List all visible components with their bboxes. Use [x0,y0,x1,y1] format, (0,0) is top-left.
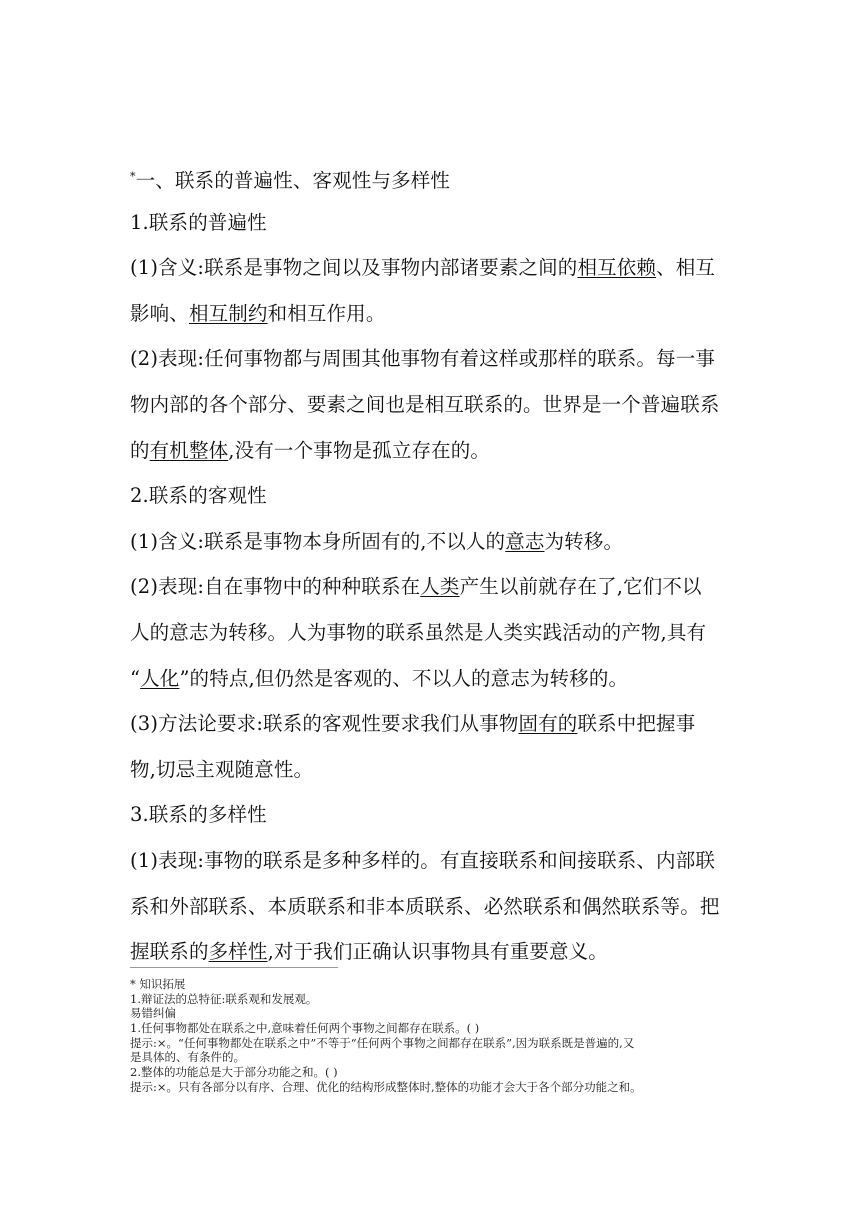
text-line-p1b [130,291,736,337]
text-segment: 影响、 [130,301,189,325]
text-segment: (1)含义:联系是事物之间以及事物内部诸要素之间的 [130,256,578,280]
text-line-p4c [130,656,736,702]
text-line-p5a [130,701,736,747]
text-segment: 产生以前就存在了,它们不以 [459,575,702,599]
text-line-p5b [130,747,736,793]
footnote-line: 提示:×。只有各部分以有序、合理、优化的结构形成整体时,整体的功能才会大于各个部分功能之和。 [130,1079,642,1094]
underlined-term: 相互制约 [188,301,268,325]
underlined-term: 固有的 [518,712,578,736]
underlined-term: 人类 [420,575,460,599]
text-segment: “ [130,666,141,690]
text-segment: ,对于我们正确认识事物具有重要意义。 [267,940,608,964]
footnote-line: * 知识拓展 [130,977,186,991]
text-segment: ,没有一个事物是孤立存在的。 [228,438,491,462]
text-segment: ”的特点,但仍然是客观的、不以人的意志为转移的。 [179,666,629,690]
underlined-term: 相互依赖 [577,256,657,280]
text-segment: 的 [130,438,150,462]
text-segment: 系和外部联系、本质联系和非本质联系、必然联系和偶然联系等。把 [130,894,720,918]
text-segment: (2)表现:自在事物中的种种联系在 [130,575,421,599]
text-line-p6b [130,884,736,930]
text-segment: 3.联系的多样性 [130,803,267,827]
text-line-h2 [130,473,736,519]
text-line-p1a [130,245,736,291]
text-segment: (1)表现:事物的联系是多种多样的。有直接联系和间接联系、内部联 [130,848,715,872]
text-segment: 联系中把握事 [577,712,696,736]
footnote-area [130,977,740,1095]
text-line-section [130,154,736,200]
text-segment: 物,切忌主观随意性。 [130,757,314,781]
main-content [130,154,736,975]
underlined-term: 意志 [505,529,545,553]
footnote-marker: * [130,170,136,183]
text-segment: 物内部的各个部分、要素之间也是相互联系的。世界是一个普遍联系 [130,392,720,416]
text-segment: 1.联系的普遍性 [130,210,267,234]
text-line-p4b [130,610,736,656]
text-segment: 、相互 [656,256,716,280]
text-segment: (2)表现:任何事物都与周围其他事物有着这样或那样的联系。每一事 [130,347,715,371]
text-line-h1 [130,200,736,246]
text-line-p2c [130,428,736,474]
text-segment: 为转移。 [544,529,624,553]
footnote-line: 易错纠偏 [130,1006,176,1021]
footnote-divider [130,967,338,968]
text-segment: 人的意志为转移。人为事物的联系虽然是人类实践活动的产物,具有 [130,620,707,644]
footnote-line: 2.整体的功能总是大于部分功能之和。( ) [130,1065,338,1080]
underlined-term: 人化 [140,666,180,690]
text-line-p2a [130,336,736,382]
text-segment: (3)方法论要求:联系的客观性要求我们从事物 [130,712,519,736]
underlined-term: 有机整体 [149,438,229,462]
text-segment: 一、联系的普遍性、客观性与多样性 [135,169,451,192]
text-segment: (1)含义:联系是事物本身所固有的,不以人的 [130,529,506,553]
text-line-p3a [130,519,736,565]
text-line-p4a [130,564,736,610]
text-segment: 和相互作用。 [267,301,386,325]
underlined-term: 多样性 [208,940,268,964]
text-line-h3 [130,792,736,838]
text-segment: 握联系的 [130,940,209,964]
text-segment: 2.联系的客观性 [130,484,267,508]
footnote-line: 1.任何事物都处在联系之中,意味着任何两个事物之间都存在联系。( ) [130,1021,480,1036]
text-line-p6a [130,838,736,884]
text-line-p2b [130,382,736,428]
footnote-line: 1.辩证法的总特征:联系观和发展观。 [130,991,318,1006]
footnote-line: 是具体的、有条件的。 [130,1050,245,1065]
footnote-line: 提示:×。“任何事物都处在联系之中”不等于“任何两个事物之间都存在联系”,因为联系既是普遍的,又 [130,1035,635,1050]
